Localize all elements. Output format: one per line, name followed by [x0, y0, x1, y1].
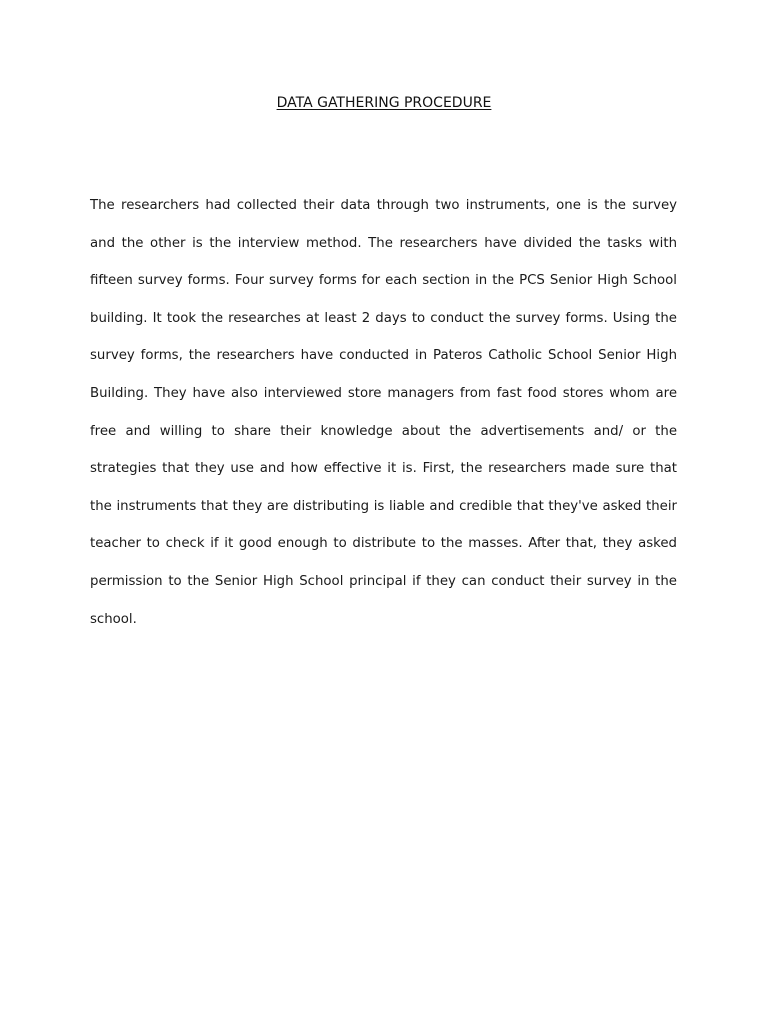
document-title: DATA GATHERING PROCEDURE [276, 95, 492, 111]
body-paragraph: The researchers had collected their data through two instruments, one is the survey and the other is the interview method. The researchers have divided the tasks with fifteen survey forms. Four survey forms for each section in the PCS Senior High School building. It took the researches at least 2 days to conduct the survey forms. Using the survey forms, the researchers have conducted in Pateros Catholic School Senior High Building. They have also interviewed store managers from fast food stores whom are free and willing to share their knowledge about the advertisements and/ or the strategies that they use and how effective it is. First, the researchers made sure that the instruments that they are distributing is liable and credible that they've asked their teacher to check if it good enough to distribute to the masses. After that, they asked permission to the Senior High School principal if they can conduct their survey in the school. [90, 198, 677, 627]
